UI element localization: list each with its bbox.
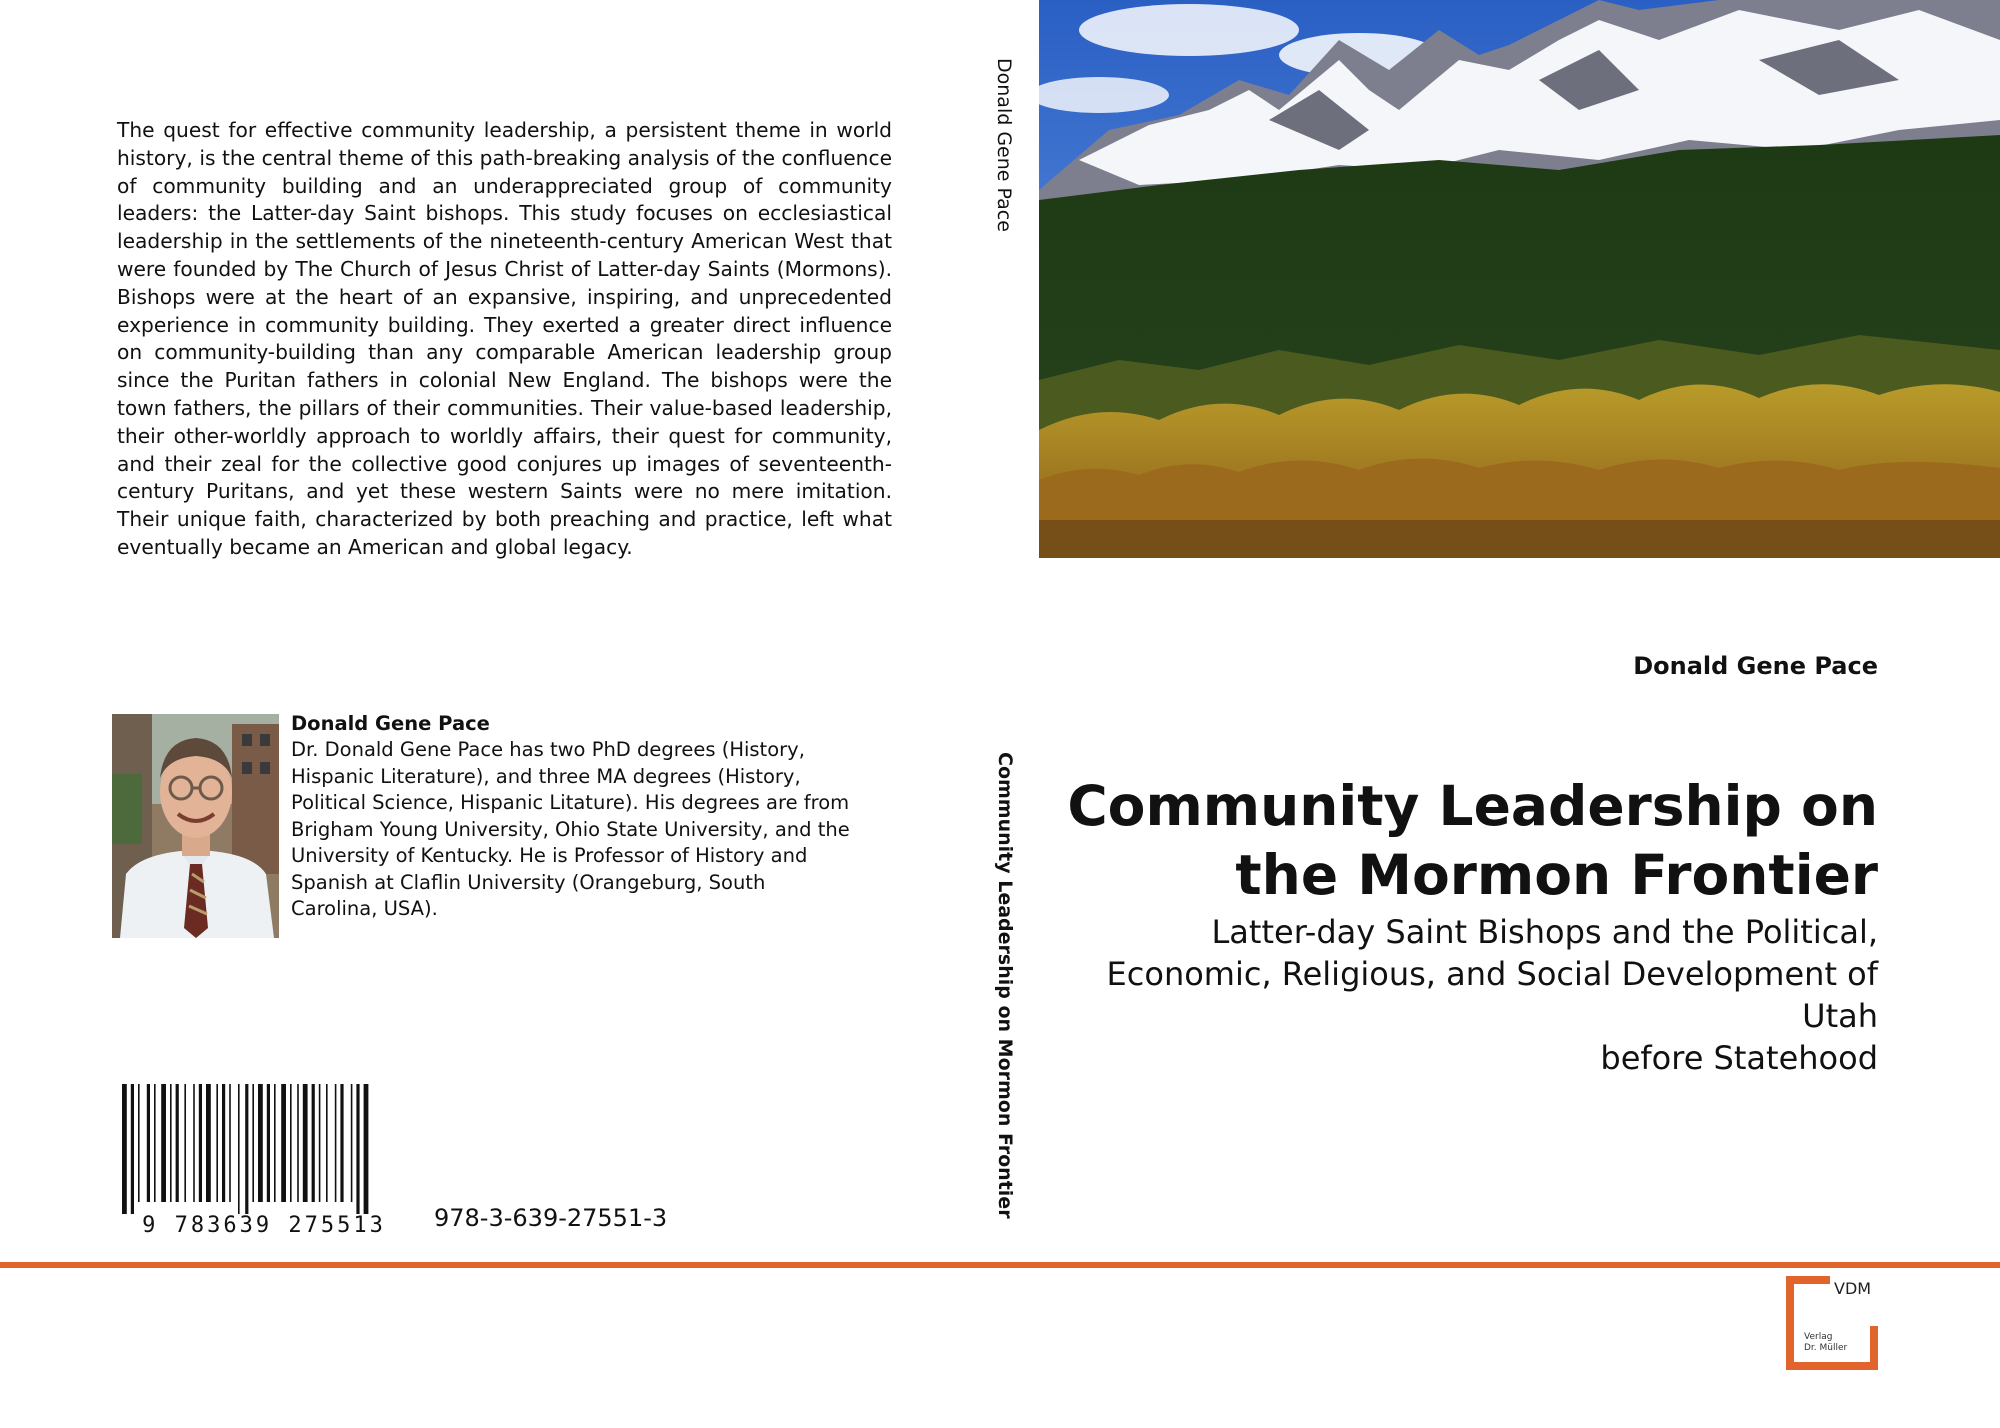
barcode-bar	[258, 1084, 263, 1202]
barcode-bar	[170, 1084, 172, 1202]
author-bio: Dr. Donald Gene Pace has two PhD degrees (History, Hispanic Literature), and three MA degrees (History, Political Science, Hispanic Litature). His degrees are from Brigham Young University, Ohio State University, and the University of Kentucky. He is Professor of History and Spanish at Claflin University (Orangeburg, South Carolina, USA).	[291, 738, 850, 920]
barcode-bar	[274, 1084, 276, 1202]
barcode-bar	[238, 1084, 240, 1214]
barcode-bar	[216, 1084, 218, 1202]
barcode-bar	[281, 1084, 286, 1202]
orange-divider-rule	[0, 1262, 2000, 1268]
front-subtitle	[998, 911, 1878, 1079]
barcode-bar	[184, 1084, 186, 1202]
subtitle-line: Utah	[1802, 997, 1878, 1035]
isbn-barcode	[118, 1084, 410, 1236]
barcode-bar	[267, 1084, 270, 1202]
barcode-bar	[176, 1084, 179, 1202]
barcode-bar	[193, 1084, 195, 1202]
barcode-bar	[326, 1084, 328, 1202]
back-author-name: Donald Gene Pace	[291, 712, 490, 735]
barcode-bar	[351, 1084, 353, 1202]
barcode-bar	[364, 1084, 369, 1214]
subtitle-line: Latter-day Saint Bishops and the Political,	[1211, 913, 1878, 951]
front-title: Community Leadership on the Mormon Frontier	[1067, 774, 1878, 907]
barcode-bar	[222, 1084, 225, 1202]
barcode-bar	[356, 1084, 359, 1214]
spine-title: Community Leadership on Mormon Frontier	[994, 752, 1016, 1219]
barcode-bar	[290, 1084, 292, 1202]
back-cover-blurb: The quest for effective community leadership, a persistent theme in world history, is the central theme of this path-breaking analysis of the confluence of community building and an underappreciated group of community leaders: the Latter-day Saint bishops. This study focuses on ecclesiastical leadership in the settlements of the nineteenth-century American West that were founded by The Church of Jesus Christ of Latter-day Saints (Mormons). Bishops were at the heart of an expansive, inspiring, and unprecedented experience in community building. They exerted a greater direct influence on community-building than any comparable American leadership group since the Puritan fathers in colonial New England. The bishops were the town fathers, the pillars of their communities. Their value-based leadership, their other-worldly approach to worldly affairs, their quest for community, and their zeal for the collective good conjures up images of seventeenth- century Puritans, and yet these western Saints were no mere imitation. Their unique faith, characterized by both preaching and practice, left what eventually became an American and global legacy.	[117, 118, 892, 559]
spine-author: Donald Gene Pace	[993, 58, 1015, 232]
subtitle-line: before Statehood	[1600, 1039, 1878, 1077]
publisher-logo-subtext: Verlag Dr. Müller	[1804, 1332, 1848, 1353]
barcode-bar	[138, 1084, 140, 1202]
barcode-bar	[303, 1084, 308, 1202]
barcode-bar	[147, 1084, 150, 1202]
front-cover-landscape-photo	[1039, 0, 2000, 558]
barcode-bar	[312, 1084, 315, 1202]
subtitle-line: Economic, Religious, and Social Development of	[1106, 955, 1878, 993]
isbn-number: 978-3-639-27551-3	[434, 1204, 668, 1232]
barcode-digits: 9 783639 275513	[142, 1213, 386, 1236]
barcode-bar	[319, 1084, 321, 1202]
barcode-bar	[335, 1084, 337, 1202]
barcode-bar	[297, 1084, 299, 1202]
barcode-bar	[229, 1084, 231, 1202]
barcode-bar	[131, 1084, 134, 1214]
publisher-logo-text: VDM	[1834, 1279, 1872, 1298]
barcode-bar	[161, 1084, 166, 1202]
barcode-bar	[199, 1084, 202, 1202]
barcode-bar	[122, 1084, 127, 1214]
author-photo	[112, 714, 279, 938]
barcode-bar	[154, 1084, 156, 1202]
barcode-bar	[245, 1084, 248, 1214]
publisher-logo	[1786, 1276, 1878, 1370]
barcode-bar	[206, 1084, 211, 1202]
front-author-name: Donald Gene Pace	[1633, 652, 1878, 680]
barcode-bar	[252, 1084, 254, 1202]
barcode-bar	[340, 1084, 343, 1202]
